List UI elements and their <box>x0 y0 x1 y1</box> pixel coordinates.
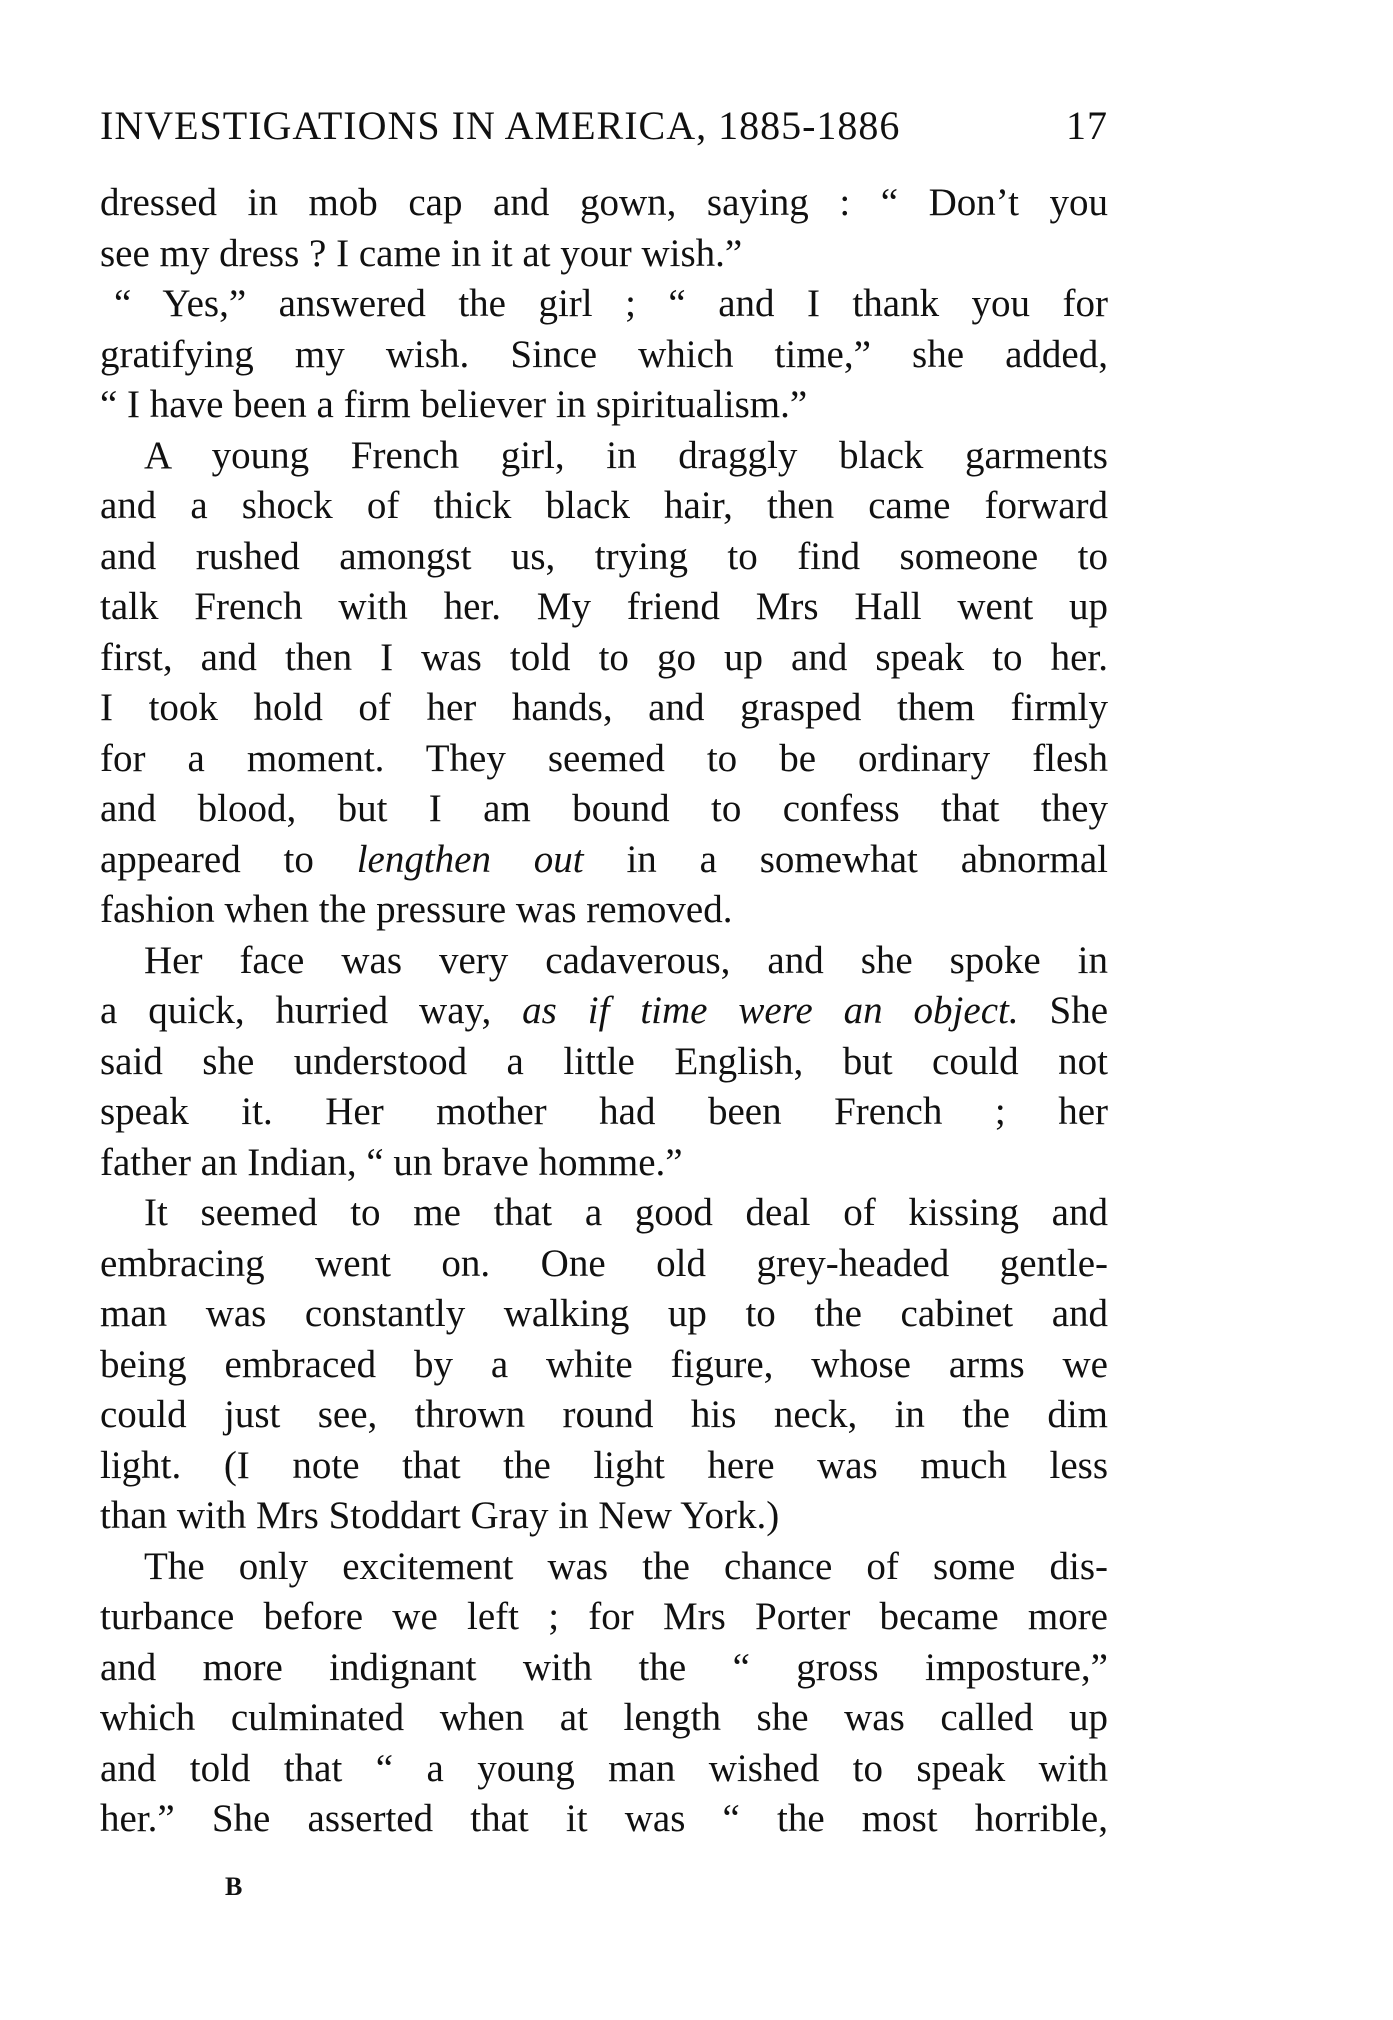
text-line: see my dress ? I came in it at your wish.” <box>100 231 743 275</box>
text-line-with-italic <box>100 986 1108 1037</box>
text-line: father an Indian, “ un brave homme.” <box>100 1140 683 1184</box>
paragraph-start-line: It seemed to me that a good deal of kissing and <box>144 1191 1108 1234</box>
paragraph-start-line: “ Yes,” answered the girl ; “ and I thank you for <box>114 282 1108 325</box>
body-text <box>100 178 1108 1845</box>
text-line: light. (I note that the light here was much less <box>100 1443 1108 1487</box>
text-line: first, and then I was told to go up and speak to her. <box>100 635 1108 679</box>
text-run: appeared to <box>100 837 357 881</box>
text-line: could just see, thrown round his neck, in the dim <box>100 1393 1108 1436</box>
text-line-with-italic <box>100 835 1108 886</box>
paragraph-start-line: A young French girl, in draggly black garments <box>144 433 1108 477</box>
italic-emphasis: as if time were an object. <box>522 989 1019 1032</box>
text-line: speak it. Her mother had been French ; her <box>100 1090 1108 1133</box>
text-line: turbance before we left ; for Mrs Porter became more <box>100 1595 1108 1638</box>
text-line: than with Mrs Stoddart Gray in New York.) <box>100 1494 780 1537</box>
signature-mark: B <box>225 1872 244 1901</box>
text-line: said she understood a little English, but could not <box>100 1039 1108 1083</box>
text-line: which culminated when at length she was called up <box>100 1696 1108 1739</box>
paragraph-start-line: The only excitement was the chance of some dis- <box>144 1544 1108 1588</box>
text-line: talk French with her. My friend Mrs Hall went up <box>100 585 1108 628</box>
text-line: and a shock of thick black hair, then came forward <box>100 484 1108 527</box>
text-line: embracing went on. One old grey-headed gentle- <box>100 1241 1108 1285</box>
text-line: her.” She asserted that it was “ the most horrible, <box>100 1797 1108 1840</box>
text-line: and told that “ a young man wished to speak with <box>100 1746 1108 1790</box>
text-line: dressed in mob cap and gown, saying : “ Don’t you <box>100 181 1108 224</box>
text-line: and more indignant with the “ gross imposture,” <box>100 1645 1108 1689</box>
text-line: I took hold of her hands, and grasped them firmly <box>100 686 1108 729</box>
text-line: and blood, but I am bound to confess that they <box>100 787 1108 830</box>
paragraph-start-line: Her face was very cadaverous, and she spoke in <box>144 938 1108 982</box>
text-line: gratifying my wish. Since which time,” she added, <box>100 332 1108 376</box>
text-line: for a moment. They seemed to be ordinary flesh <box>100 736 1108 780</box>
text-run: She <box>1018 989 1108 1032</box>
italic-emphasis: lengthen out <box>356 837 584 881</box>
text-line: “ I have been a firm believer in spiritualism.” <box>100 383 808 426</box>
running-head <box>100 102 1108 152</box>
text-line: and rushed amongst us, trying to find someone to <box>100 534 1108 578</box>
text-run: in a somewhat abnormal <box>583 837 1108 881</box>
running-title: INVESTIGATIONS IN AMERICA, 1885-1886 <box>100 103 901 148</box>
text-run: a quick, hurried way, <box>100 989 523 1032</box>
text-line: fashion when the pressure was removed. <box>100 888 733 931</box>
text-line: man was constantly walking up to the cabinet and <box>100 1292 1108 1335</box>
text-line: being embraced by a white figure, whose arms we <box>100 1342 1108 1386</box>
page-number: 17 <box>1066 103 1108 148</box>
